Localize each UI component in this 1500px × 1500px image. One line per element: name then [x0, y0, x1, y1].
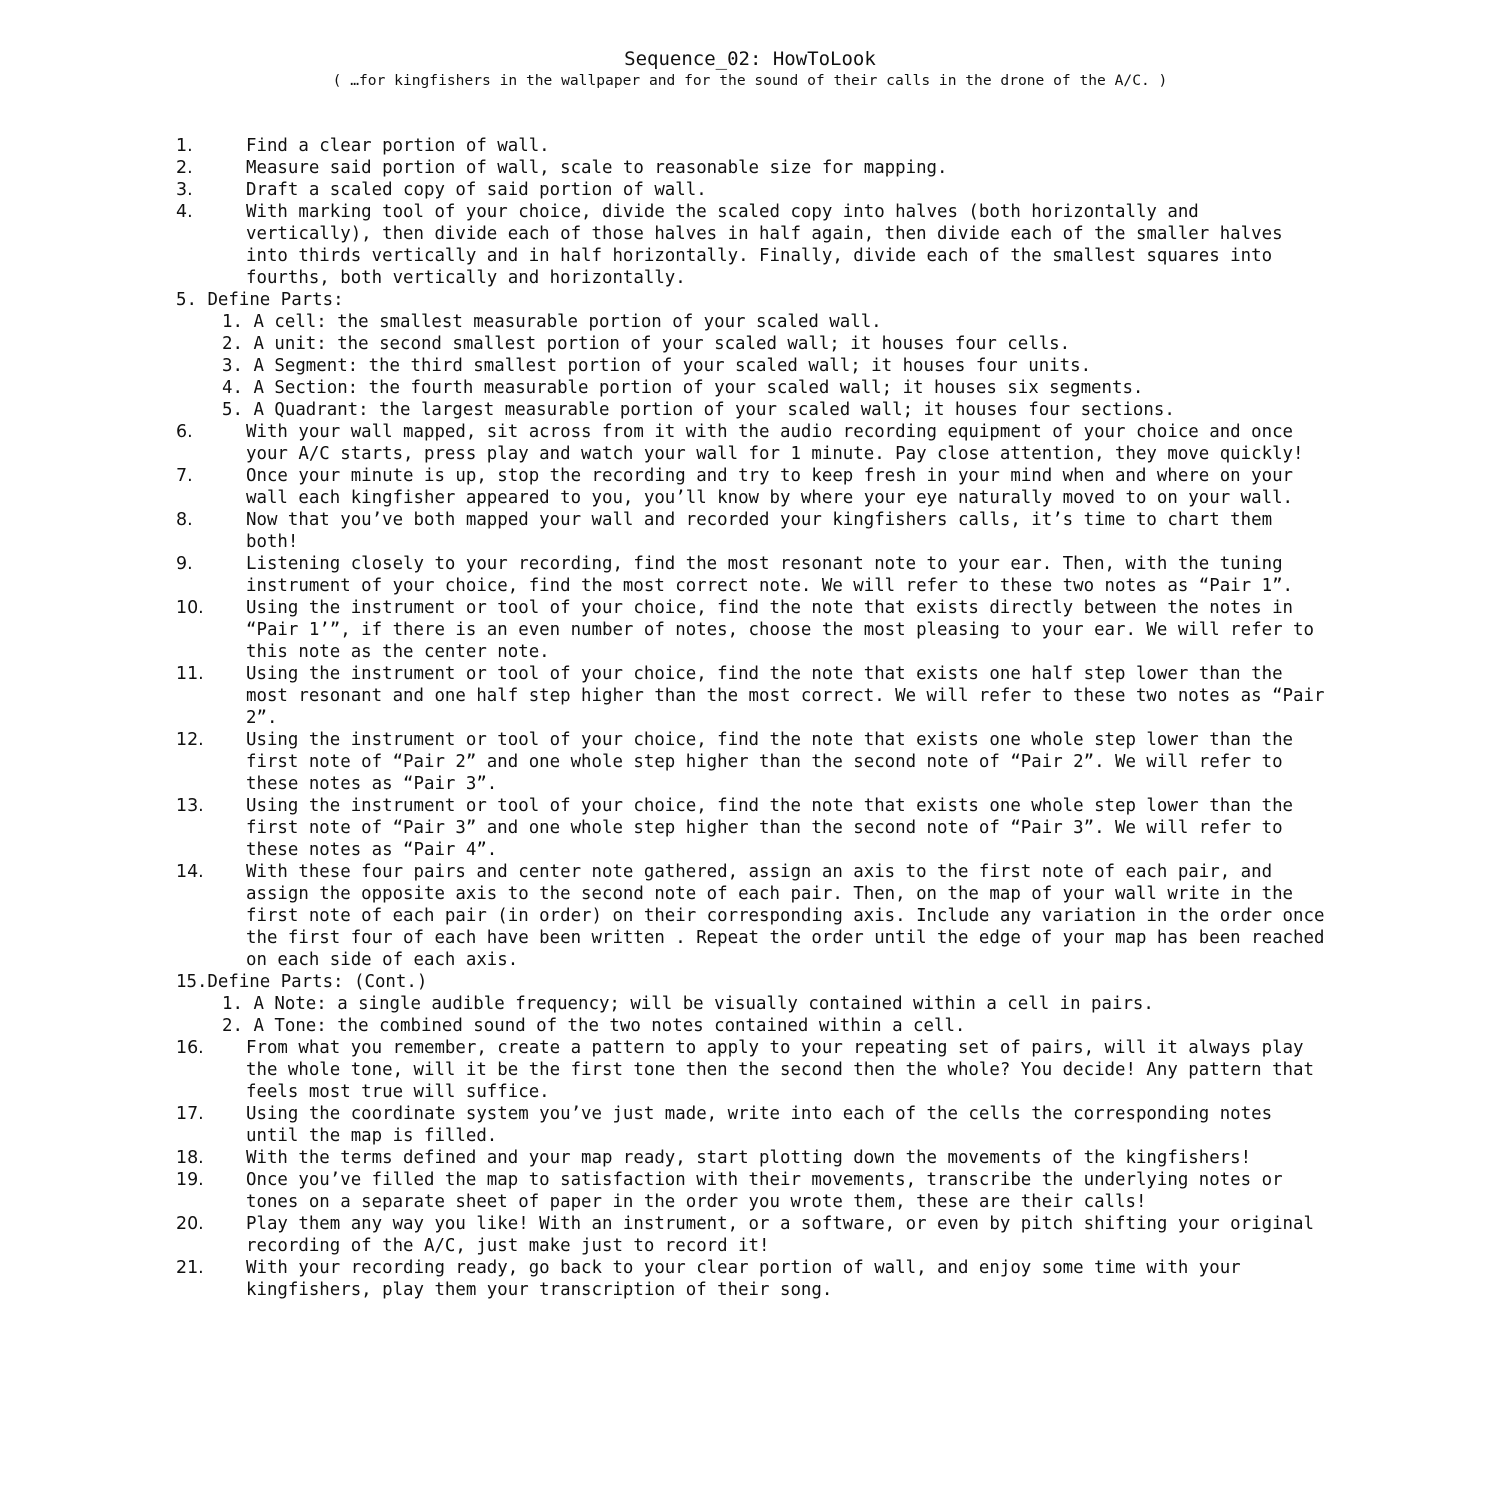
- item-text: Using the instrument or tool of your choice, find the note that exists one whole step lower than the first note of “Pair 2” and one whole step higher than the second note of “Pair 2”. We will refer to these notes as “Pair 3”.: [246, 730, 1304, 794]
- list-item: [0, 1037, 1500, 1103]
- item-number: 18.: [176, 1148, 204, 1168]
- item-number: 9.: [176, 554, 193, 574]
- list-item: [0, 553, 1500, 597]
- list-item: [0, 1213, 1500, 1257]
- sub-item-number: 2.: [222, 1016, 243, 1036]
- section-heading: [0, 971, 1500, 993]
- list-item: [0, 179, 1500, 201]
- item-number: 11.: [176, 664, 204, 684]
- item-text: Using the instrument or tool of your choice, find the note that exists one half step lower than the most resonant and one half step higher than the most correct. We will refer to these two notes as “Pair 2”.: [246, 664, 1335, 728]
- sub-item-number: 3.: [222, 356, 243, 376]
- list-item: [0, 1169, 1500, 1213]
- item-text: With your wall mapped, sit across from it with the audio recording equipment of your choice and once your A/C starts, press play and watch your wall for 1 minute. Pay close attention, they move quickly!: [246, 422, 1304, 464]
- list-item: [0, 421, 1500, 465]
- item-number: 1.: [176, 136, 193, 156]
- sub-item-text: A Note: a single audible frequency; will be visually contained within a cell in pairs.: [253, 994, 1154, 1014]
- item-number: 14.: [176, 862, 204, 882]
- item-text: From what you remember, create a pattern to apply to your repeating set of pairs, will it always play the whole tone, will it be the first tone then the second then the whole? You decide! Any pattern that feels most true will suffice.: [246, 1038, 1325, 1102]
- item-number: 17.: [176, 1104, 204, 1124]
- list-item: [0, 1147, 1500, 1169]
- item-text: Once you’ve filled the map to satisfaction with their movements, transcribe the underlying notes or tones on a separate sheet of paper in the order you wrote them, these are their calls!: [246, 1170, 1294, 1212]
- item-number: 13.: [176, 796, 204, 816]
- item-text: Using the instrument or tool of your choice, find the note that exists one whole step lower than the first note of “Pair 3” and one whole step higher than the second note of “Pair 3”. We will refer to these notes as “Pair 4”.: [246, 796, 1304, 860]
- item-number: 7.: [176, 466, 193, 486]
- list-item: [0, 729, 1500, 795]
- list-item: [0, 795, 1500, 861]
- item-text: Listening closely to your recording, find the most resonant note to your ear. Then, with the tuning instrument of your choice, find the most correct note. We will refer to these two notes as “Pair 1”.: [246, 554, 1294, 596]
- sub-list-item: [0, 333, 1500, 355]
- item-number: 2.: [176, 158, 193, 178]
- list-item: [0, 135, 1500, 157]
- sub-list-item: [0, 399, 1500, 421]
- sub-list-item: [0, 355, 1500, 377]
- item-text: With marking tool of your choice, divide the scaled copy into halves (both horizontally and vertically), then divide each of those halves in half again, then divide each of the smaller halves into thirds vertically and in half horizontally. Finally, divide each of the smallest squares into fourths, both vertically and horizontally.: [246, 202, 1294, 288]
- item-text: Play them any way you like! With an instrument, or a software, or even by pitch shifting your original recording of the A/C, just make just to record it!: [246, 1214, 1325, 1256]
- list-item: [0, 663, 1500, 729]
- list-item: [0, 861, 1500, 971]
- item-number: 6.: [176, 422, 193, 442]
- item-number: 5.: [176, 290, 197, 310]
- sub-item-number: 2.: [222, 334, 243, 354]
- item-number: 21.: [176, 1258, 204, 1278]
- document-subtitle: ( …for kingfishers in the wallpaper and for the sound of their calls in the drone of the A/C. ): [332, 72, 1168, 89]
- item-number: 4.: [176, 202, 193, 222]
- sub-item-text: A Quadrant: the largest measurable portion of your scaled wall; it houses four sections.: [253, 400, 1175, 420]
- list-item: [0, 465, 1500, 509]
- item-text: Using the coordinate system you’ve just made, write into each of the cells the corresponding notes until the map is filled.: [246, 1104, 1283, 1146]
- sub-item-text: A unit: the second smallest portion of your scaled wall; it houses four cells.: [253, 334, 1071, 354]
- item-number: 15.: [176, 972, 208, 992]
- item-text: Using the instrument or tool of your choice, find the note that exists directly between the notes in “Pair 1’”, if there is an even number of notes, choose the most pleasing to your ear. We will refer to this note as the center note.: [246, 598, 1325, 662]
- item-text: Draft a scaled copy of said portion of wall.: [246, 180, 707, 200]
- sub-list-item: [0, 311, 1500, 333]
- item-text: Now that you’ve both mapped your wall and recorded your kingfishers calls, it’s time to chart them both!: [246, 510, 1283, 552]
- document-title: Sequence_02: HowToLook: [624, 48, 876, 70]
- item-number: 8.: [176, 510, 193, 530]
- sub-item-number: 1.: [222, 312, 243, 332]
- item-text: Measure said portion of wall, scale to reasonable size for mapping.: [246, 158, 948, 178]
- sub-list-item: [0, 1015, 1500, 1037]
- item-text: With your recording ready, go back to your clear portion of wall, and enjoy some time with your kingfishers, play them your transcription of their song.: [246, 1258, 1252, 1300]
- sub-item-number: 5.: [222, 400, 243, 420]
- item-text: Define Parts: (Cont.): [207, 972, 428, 992]
- item-number: 19.: [176, 1170, 204, 1190]
- section-heading: [0, 289, 1500, 311]
- item-text: Once your minute is up, stop the recording and try to keep fresh in your mind when and where on your wall each kingfisher appeared to you, you’ll know by where your eye naturally moved to on your wall.: [246, 466, 1304, 508]
- sub-item-text: A Section: the fourth measurable portion of your scaled wall; it houses six segments.: [253, 378, 1144, 398]
- sub-item-number: 1.: [222, 994, 243, 1014]
- item-number: 16.: [176, 1038, 204, 1058]
- list-item: [0, 597, 1500, 663]
- item-number: 12.: [176, 730, 204, 750]
- sub-list-item: [0, 377, 1500, 399]
- item-text: Define Parts:: [207, 290, 344, 310]
- sub-item-text: A Tone: the combined sound of the two notes contained within a cell.: [253, 1016, 966, 1036]
- sub-item-text: A Segment: the third smallest portion of your scaled wall; it houses four units.: [253, 356, 1092, 376]
- list-item: [0, 1257, 1500, 1301]
- item-number: 10.: [176, 598, 204, 618]
- item-number: 3.: [176, 180, 193, 200]
- instruction-list: [0, 135, 1500, 1301]
- item-text: With these four pairs and center note gathered, assign an axis to the first note of each pair, and assign the opposite axis to the second note of each pair. Then, on the map of your wall write in the first note of each pair (in order) on their corresponding axis. Include any variation in the order once the first four of each have been written . Repeat the order until the edge of your map has been reached on each side of each axis.: [246, 862, 1335, 970]
- sub-list-item: [0, 993, 1500, 1015]
- list-item: [0, 509, 1500, 553]
- list-item: [0, 201, 1500, 289]
- sub-item-number: 4.: [222, 378, 243, 398]
- sub-item-text: A cell: the smallest measurable portion of your scaled wall.: [253, 312, 882, 332]
- item-text: With the terms defined and your map ready, start plotting down the movements of the kingfishers!: [246, 1148, 1252, 1168]
- item-text: Find a clear portion of wall.: [246, 136, 550, 156]
- list-item: [0, 157, 1500, 179]
- item-number: 20.: [176, 1214, 204, 1234]
- list-item: [0, 1103, 1500, 1147]
